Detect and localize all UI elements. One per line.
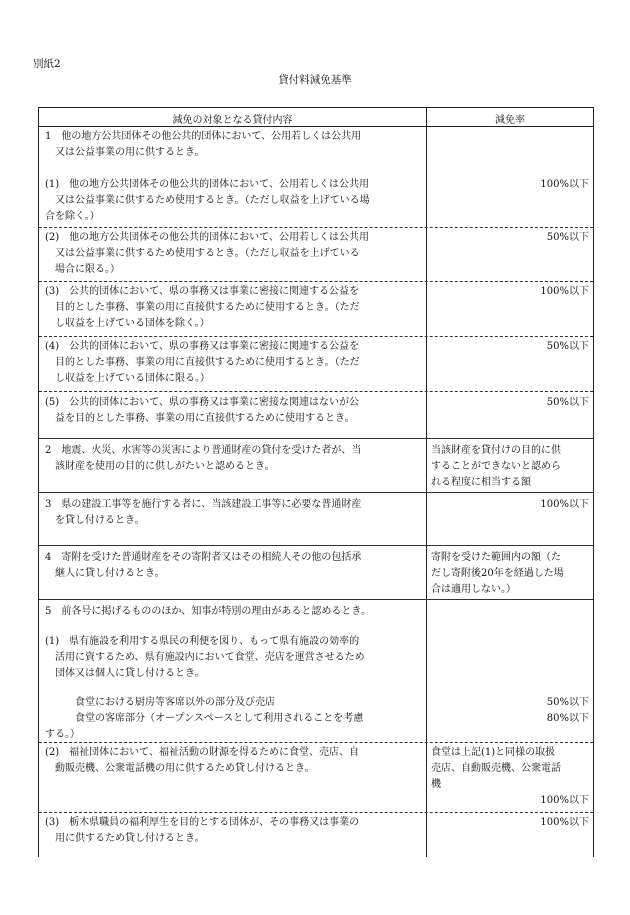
row-5-1-sub: 食堂における厨房等客席以外の部分及び売店 食堂の客席部分（オープンスペースとして利用されることを考慮 する。） xyxy=(45,697,364,740)
row-5-2-text: (2) 福祉団体において、福祉活動の財源を得るために食堂、売店、自 動販売機、公衆電話機の用に供するため貸し付けるとき。 xyxy=(45,747,359,774)
section-divider xyxy=(39,492,593,493)
row-5-1-text: (1) 県有施設を利用する県民の利便を図り、もって県有施設の効率的 活用に資するため、県有施設内において食堂、売店を運営させるため 団体又は個人に貸し付けるとき。 xyxy=(45,636,365,679)
row-divider xyxy=(39,742,593,743)
row-1-1-text: (1) 他の地方公共団体その他公共的団体において、公用若しくは公共用 又は公益事業に供するため使用するとき。（ただし収益を上げている場 合を除く。） xyxy=(45,179,370,222)
annex-label: 別紙2 xyxy=(33,58,61,70)
row-2-text: 2 地震、火災、水害等の災害により普通財産の貸付を受けた者が、当 該財産を使用の目的に供しがたいと認めるとき。 xyxy=(45,445,362,472)
row-5-text: 5 前各号に掲げるもののほか、知事が特別の理由があると認めるとき。 xyxy=(45,606,371,617)
row-2-rate: 当該財産を貸付けの目的に供 することができないと認めら れる程度に相当する額 xyxy=(431,445,561,488)
row-1-5-rate: 50%以下 xyxy=(546,397,589,408)
column-divider xyxy=(426,108,427,857)
header-content: 減免の対象となる貸付内容 xyxy=(172,115,293,126)
row-divider xyxy=(39,391,593,392)
row-5-1-rates: 50%以下 80%以下 xyxy=(546,697,589,724)
section-divider xyxy=(39,438,593,439)
row-1-3-rate: 100%以下 xyxy=(540,286,589,297)
row-1-2-text: (2) 他の地方公共団体その他公共的団体において、公用若しくは公共用 又は公益事業に供するため使用するとき。（ただし収益を上げている 場合に限る。） xyxy=(45,232,369,275)
row-1-5-text: (5) 公共的団体において、県の事務又は事業に密接な関連はないが公 益を目的とした事務、事業の用に直接供するために使用するとき。 xyxy=(45,397,359,424)
row-5-2-rate: 100%以下 xyxy=(540,795,589,806)
row-1-4-text: (4) 公共的団体において、県の事務又は事業に密接に関連する公益を 目的とした事務、事業の用に直接供するために使用するとき。（ただ し収益を上げている団体に限る。） xyxy=(45,341,360,384)
row-3-rate: 100%以下 xyxy=(540,499,589,510)
table-header xyxy=(39,108,593,127)
row-divider xyxy=(39,812,593,813)
row-divider xyxy=(39,227,593,228)
row-divider xyxy=(39,336,593,337)
row-4-rate: 寄附を受けた範囲内の額（た だし寄附後20年を経過した場 合は適用しない。） xyxy=(431,552,564,595)
row-1-text: 1 他の地方公共団体その他公共的団体において、公用若しくは公共用 又は公益事業の用に供するとき。 xyxy=(45,131,362,158)
reduction-criteria-table xyxy=(38,107,594,857)
row-5-3-rate: 100%以下 xyxy=(540,817,589,828)
row-5-2-rate-text: 食堂は上記(1)と同様の取扱 売店、自動販売機、公衆電話 機 xyxy=(431,747,561,790)
row-1-4-rate: 50%以下 xyxy=(546,341,589,352)
header-rate: 減免率 xyxy=(495,115,525,126)
row-divider xyxy=(39,281,593,282)
row-3-text: 3 県の建設工事等を施行する者に、当該建設工事等に必要な普通財産 を貸し付けるとき。 xyxy=(45,499,362,526)
row-1-3-text: (3) 公共的団体において、県の事務又は事業に密接に関連する公益を 目的とした事務、事業の用に直接供するために使用するとき。（ただ し収益を上げている団体を除く。） xyxy=(45,286,360,329)
section-divider xyxy=(39,599,593,600)
row-4-text: 4 寄附を受けた普通財産をその寄附者又はその相続人その他の包括承 継人に貸し付けるとき。 xyxy=(45,552,362,579)
section-divider xyxy=(39,545,593,546)
row-5-3-text: (3) 栃木県職員の福利厚生を目的とする団体が、その事務又は事業の 用に供するため貸し付けるとき。 xyxy=(45,817,360,844)
row-1-2-rate: 50%以下 xyxy=(546,232,589,243)
row-1-1-rate: 100%以下 xyxy=(540,179,589,190)
document-title: 貸付料減免基準 xyxy=(278,74,352,86)
